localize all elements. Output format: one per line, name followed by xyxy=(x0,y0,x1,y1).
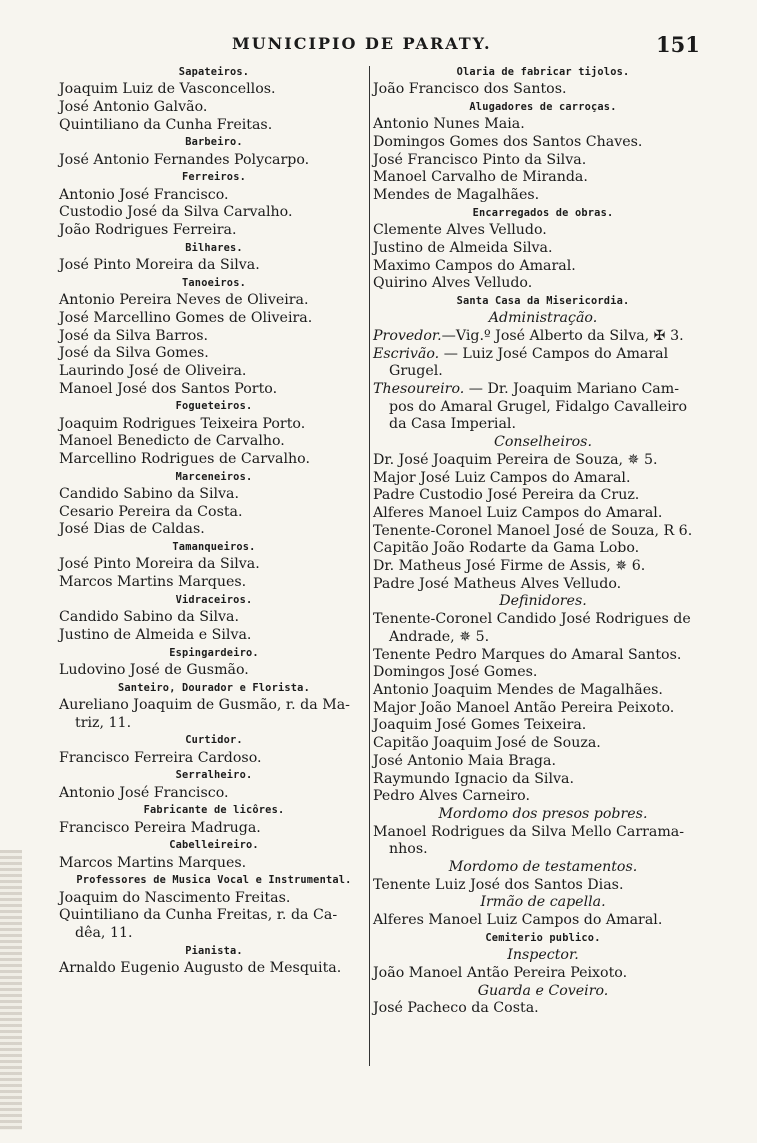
entry-line: Justino de Almeida Silva. xyxy=(373,239,553,256)
section-heading: Vidraceiros. xyxy=(175,593,253,606)
entry-line: Pedro Alves Carneiro. xyxy=(373,788,530,805)
column-divider xyxy=(369,66,370,1066)
sub-heading: Guarda e Coveiro. xyxy=(477,982,609,999)
entry-line: Quintiliano da Cunha Freitas, r. da Ca- xyxy=(59,907,338,924)
entry-line: Raymundo Ignacio da Silva. xyxy=(373,770,574,787)
entry-text: — Luiz José Campos do Amaral xyxy=(439,345,669,362)
entry-line: José Pinto Moreira da Silva. xyxy=(59,556,260,573)
entry-line: Arnaldo Eugenio Augusto de Mesquita. xyxy=(59,959,342,976)
entry-line: Candido Sabino da Silva. xyxy=(59,486,240,503)
entry-line: Joaquim Luiz de Vasconcellos. xyxy=(59,81,276,98)
section-heading: Serralheiro. xyxy=(175,769,253,782)
office-label: Thesoureiro. xyxy=(373,381,465,398)
entry-line: Padre José Matheus Alves Velludo. xyxy=(373,575,622,592)
page-title: MUNICIPIO DE PARATY. xyxy=(232,34,492,53)
entry-line: Dr. Matheus José Firme de Assis, ✵ 6. xyxy=(373,558,646,575)
entry-line: José da Silva Gomes. xyxy=(59,345,209,362)
entry-line: Marcellino Rodrigues de Carvalho. xyxy=(59,451,310,468)
entry-line: Andrade, ✵ 5. xyxy=(389,628,490,645)
entry-line: Marcos Martins Marques. xyxy=(59,574,247,591)
section-heading: Barbeiro. xyxy=(185,136,243,149)
entry-line: da Casa Imperial. xyxy=(389,416,516,433)
entry-line: Tenente Luiz José dos Santos Dias. xyxy=(373,876,624,893)
section-heading: Marceneiros. xyxy=(175,470,253,483)
entry-line: Manoel José dos Santos Porto. xyxy=(59,380,278,397)
entry-line: Quirino Alves Velludo. xyxy=(373,275,533,292)
entry-line: Capitão João Rodarte da Gama Lobo. xyxy=(373,540,640,557)
entry-line: José Marcellino Gomes de Oliveira. xyxy=(59,309,313,326)
entry-line: Domingos José Gomes. xyxy=(373,664,538,681)
entry-line: José Dias de Caldas. xyxy=(59,521,205,538)
section-heading: Espingardeiro. xyxy=(169,646,259,659)
entry-line: José Antonio Maia Braga. xyxy=(373,752,556,769)
entry-line: José da Silva Barros. xyxy=(59,327,209,344)
left-column xyxy=(59,64,369,978)
entry-line: João Francisco dos Santos. xyxy=(373,81,567,98)
entry-line: Antonio José Francisco. xyxy=(59,186,229,203)
entry-line: Capitão Joaquim José de Souza. xyxy=(373,735,601,752)
entry-line: João Manoel Antão Pereira Peixoto. xyxy=(373,964,628,981)
entry-line: Joaquim Rodrigues Teixeira Porto. xyxy=(59,415,306,432)
entry-text: — Dr. Joaquim Mariano Cam- xyxy=(464,381,680,398)
entry-line: João Rodrigues Ferreira. xyxy=(59,222,237,239)
section-heading: Tamanqueiros. xyxy=(172,541,256,554)
entry-line: Dr. José Joaquim Pereira de Souza, ✵ 5. xyxy=(373,451,658,468)
section-heading: Santa Casa da Misericordia. xyxy=(456,294,630,307)
entry-line: José Francisco Pinto da Silva. xyxy=(373,151,587,168)
entry-line: Domingos Gomes dos Santos Chaves. xyxy=(373,134,643,150)
section-heading: Pianista. xyxy=(185,944,243,957)
entry-line: Candido Sabino da Silva. xyxy=(59,609,240,626)
section-heading: Alugadores de carroças. xyxy=(469,101,617,113)
entry-line: Manoel Rodrigues da Silva Mello Carrama- xyxy=(373,823,685,840)
entry-line: Tenente-Coronel Candido José Rodrigues de xyxy=(373,611,691,628)
entry-line: triz, 11. xyxy=(75,714,132,731)
entry-line: Antonio Joaquim Mendes de Magalhães. xyxy=(373,681,663,698)
entry-line: Custodio José da Silva Carvalho. xyxy=(59,204,293,221)
entry-line: José Antonio Fernandes Polycarpo. xyxy=(59,151,310,168)
entry-line: pos do Amaral Grugel, Fidalgo Cavalleiro xyxy=(389,398,687,415)
entry-line: Francisco Ferreira Cardoso. xyxy=(59,749,262,766)
entry-line: Major José Luiz Campos do Amaral. xyxy=(373,469,631,486)
office-label: Escrivão. xyxy=(373,345,440,362)
section-heading: Olaria de fabricar tijolos. xyxy=(456,66,630,78)
entry-line: Laurindo José de Oliveira. xyxy=(59,362,247,379)
entry-line: dêa, 11. xyxy=(75,924,133,941)
entry-line: Quintiliano da Cunha Freitas. xyxy=(59,116,273,133)
entry-line: José Pacheco da Costa. xyxy=(373,1000,539,1017)
section-heading: Fabricante de licôres. xyxy=(143,804,285,817)
sub-heading: Inspector. xyxy=(507,947,579,964)
entry-line: Cesario Pereira da Costa. xyxy=(59,503,243,520)
entry-line xyxy=(373,328,713,346)
page-number: 151 xyxy=(656,32,700,57)
section-heading: Cabelleireiro. xyxy=(169,839,259,852)
page-header xyxy=(0,34,757,60)
entry-line: Alferes Manoel Luiz Campos do Amaral. xyxy=(373,912,663,929)
entry-line: Joaquim José Gomes Teixeira. xyxy=(373,717,587,734)
entry-line: Grugel. xyxy=(389,363,443,380)
entry-line: José Antonio Galvão. xyxy=(59,99,208,115)
entry-line: Clemente Alves Velludo. xyxy=(373,222,547,239)
section-heading: Sapateiros. xyxy=(178,66,250,78)
section-heading: Encarregados de obras. xyxy=(472,206,614,219)
entry-line: Antonio José Francisco. xyxy=(59,784,229,801)
sub-heading: Definidores. xyxy=(499,593,587,610)
entry-line: Manoel Benedicto de Carvalho. xyxy=(59,433,285,450)
sub-heading: Administração. xyxy=(488,310,598,327)
office-label: Provedor. xyxy=(373,327,442,344)
entry-line: Francisco Pereira Madruga. xyxy=(59,819,261,836)
entry-line: Antonio Pereira Neves de Oliveira. xyxy=(59,292,309,309)
entry-line: José Pinto Moreira da Silva. xyxy=(59,257,260,274)
sub-heading: Irmão de capella. xyxy=(480,894,606,911)
entry-line: Manoel Carvalho de Miranda. xyxy=(373,169,588,186)
entry-line: Marcos Martins Marques. xyxy=(59,854,247,871)
sub-heading: Conselheiros. xyxy=(494,434,592,451)
entry-line xyxy=(373,346,713,364)
section-heading: Curtidor. xyxy=(185,734,243,747)
entry-line: Ludovino José de Gusmão. xyxy=(59,661,249,678)
sub-heading: Mordomo dos presos pobres. xyxy=(438,805,648,822)
section-heading: Fogueteiros. xyxy=(175,400,253,413)
section-heading: Tanoeiros. xyxy=(182,276,246,289)
entry-line: nhos. xyxy=(389,841,428,858)
entry-line: Alferes Manoel Luiz Campos do Amaral. xyxy=(373,504,663,521)
sub-heading: Mordomo de testamentos. xyxy=(448,859,638,876)
entry-text: —Vig.º José Alberto da Silva, ✠ 3. xyxy=(441,327,684,344)
entry-line: Major João Manoel Antão Pereira Peixoto. xyxy=(373,699,675,716)
section-heading: Cemiterio publico. xyxy=(485,931,601,944)
page-edge-shadow xyxy=(0,850,22,1130)
section-heading: Santeiro, Dourador e Florista. xyxy=(118,681,310,694)
section-heading: Professores de Musica Vocal e Instrumental. xyxy=(76,874,352,887)
entry-line: Tenente Pedro Marques do Amaral Santos. xyxy=(373,646,682,663)
entry-line: Aureliano Joaquim de Gusmão, r. da Ma- xyxy=(59,696,350,713)
entry-line: Justino de Almeida e Silva. xyxy=(59,626,252,643)
entry-line: Antonio Nunes Maia. xyxy=(373,116,525,133)
entry-line: Tenente-Coronel Manoel José de Souza, R 6. xyxy=(373,522,693,539)
entry-line: Mendes de Magalhães. xyxy=(373,187,540,204)
right-column xyxy=(373,64,713,1018)
section-heading: Ferreiros. xyxy=(182,171,246,184)
entry-line: Padre Custodio José Pereira da Cruz. xyxy=(373,487,640,504)
entry-line xyxy=(373,381,713,399)
entry-line: Maximo Campos do Amaral. xyxy=(373,257,576,274)
section-heading: Bilhares. xyxy=(185,241,243,254)
entry-line: Joaquim do Nascimento Freitas. xyxy=(59,889,291,906)
